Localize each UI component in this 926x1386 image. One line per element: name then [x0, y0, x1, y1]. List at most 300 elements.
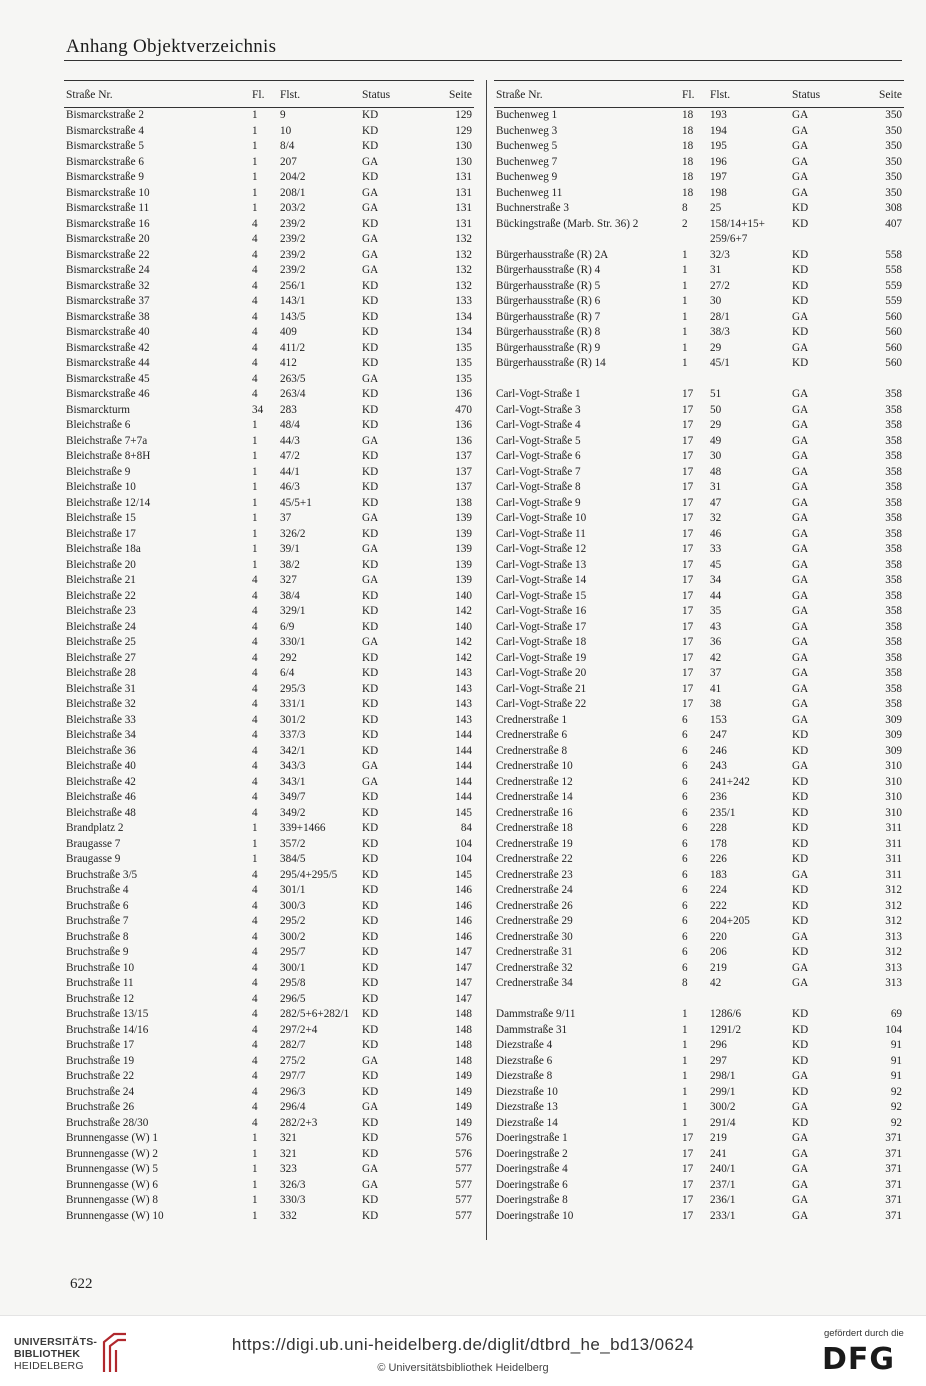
- entry-fl: 4: [252, 775, 258, 788]
- entry-fl: 1: [252, 124, 258, 137]
- table-row: [64, 294, 474, 310]
- table-row: [494, 434, 904, 450]
- entry-seite: 139: [455, 543, 472, 555]
- entry-fl: 17: [682, 651, 694, 664]
- entry-flst: 37: [280, 512, 292, 524]
- entry-flst: 321: [280, 1132, 297, 1144]
- entry-street: Carl-Vogt-Straße 16: [496, 605, 587, 617]
- entry-status: KD: [792, 1039, 809, 1051]
- table-row: [64, 1054, 474, 1070]
- entry-flst: 282/7: [280, 1039, 306, 1051]
- table-row: [64, 837, 474, 853]
- entry-street: Carl-Vogt-Straße 7: [496, 465, 581, 478]
- entry-status: KD: [792, 295, 809, 307]
- entry-street: Bruchstraße 13/15: [66, 1008, 149, 1020]
- entry-status: KD: [792, 326, 809, 338]
- entry-seite: 371: [885, 1194, 902, 1206]
- entry-fl: 1: [682, 279, 688, 292]
- entry-street: Bruchstraße 9: [66, 946, 129, 958]
- entry-flst: 339+1466: [280, 822, 326, 834]
- entry-seite: 311: [885, 868, 902, 881]
- entry-fl: 1: [252, 1209, 258, 1222]
- running-head: Anhang Objektverzeichnis: [66, 36, 277, 57]
- entry-fl: 8: [682, 977, 688, 989]
- entry-status: GA: [792, 961, 809, 974]
- table-row: [494, 310, 904, 326]
- entry-street: Carl-Vogt-Straße 1: [496, 388, 581, 400]
- table-row: [494, 279, 904, 295]
- entry-status: KD: [792, 729, 809, 741]
- entry-status: KD: [792, 217, 809, 230]
- entry-status: KD: [362, 1194, 379, 1206]
- entry-fl: 6: [682, 822, 688, 834]
- entry-status: KD: [362, 388, 379, 400]
- entry-fl: 6: [682, 729, 688, 741]
- entry-seite: 312: [885, 915, 902, 927]
- entry-status: KD: [792, 1008, 809, 1020]
- entry-flst: 35: [710, 605, 722, 617]
- entry-status: GA: [362, 775, 379, 788]
- entry-status: GA: [792, 527, 809, 540]
- entry-street: Dammstraße 9/11: [496, 1008, 576, 1020]
- entry-status: KD: [362, 279, 379, 292]
- entry-flst: 342/1: [280, 744, 306, 757]
- entry-seite: 84: [460, 822, 472, 834]
- table-row: [494, 635, 904, 651]
- entry-flst: 384/5: [280, 853, 306, 865]
- entry-flst: 30: [710, 450, 722, 462]
- entry-seite: 147: [455, 946, 472, 958]
- entry-seite: 350: [885, 124, 902, 137]
- table-row: [64, 558, 474, 574]
- entry-flst: 224: [710, 884, 727, 896]
- entry-status: KD: [792, 806, 809, 819]
- entry-fl: 17: [682, 682, 694, 695]
- entry-seite: 560: [885, 326, 902, 338]
- entry-status: KD: [792, 357, 809, 369]
- entry-flst: 300/2: [280, 930, 306, 943]
- table-row: [64, 511, 474, 527]
- entry-flst: 236: [710, 791, 727, 803]
- entry-flst: 27/2: [710, 279, 730, 292]
- entry-flst: 198: [710, 186, 727, 199]
- entry-street: Carl-Vogt-Straße 11: [496, 527, 586, 540]
- entry-street: Bleichstraße 8+8H: [66, 450, 151, 462]
- table-row: [494, 217, 904, 233]
- entry-fl: 6: [682, 884, 688, 896]
- entry-status: KD: [362, 806, 379, 819]
- entry-seite: 131: [455, 202, 472, 214]
- entry-status: GA: [362, 155, 379, 168]
- entry-street: Carl-Vogt-Straße 19: [496, 651, 587, 664]
- entry-street: Crednerstraße 24: [496, 884, 573, 896]
- entry-status: KD: [362, 419, 379, 431]
- table-row: [494, 821, 904, 837]
- entry-status: GA: [792, 682, 809, 695]
- entry-seite: 358: [885, 388, 902, 400]
- entry-seite: 139: [455, 527, 472, 540]
- entry-fl: 18: [682, 109, 694, 121]
- entry-fl: 4: [252, 357, 258, 369]
- entry-seite: 142: [455, 605, 472, 617]
- table-row: [64, 697, 474, 713]
- entry-seite: 134: [455, 326, 472, 338]
- table-row: [64, 1007, 474, 1023]
- entry-fl: 4: [252, 341, 258, 354]
- entry-flst: 220: [710, 930, 727, 943]
- entry-street: Bürgerhausstraße (R) 7: [496, 310, 601, 323]
- entry-status: GA: [792, 512, 809, 524]
- entry-status: GA: [792, 310, 809, 323]
- entry-flst: 31: [710, 264, 722, 276]
- entry-street: Bleichstraße 33: [66, 713, 136, 726]
- entry-street: Bruchstraße 14/16: [66, 1023, 149, 1036]
- entry-status: KD: [362, 930, 379, 943]
- entry-seite: 147: [455, 992, 472, 1005]
- header-status: Status: [362, 89, 391, 101]
- entry-street: Brunnengasse (W) 5: [66, 1163, 158, 1175]
- entry-street: Crednerstraße 34: [496, 977, 573, 989]
- entry-flst: 296/3: [280, 1085, 306, 1098]
- table-row: [494, 883, 904, 899]
- entry-street: Bleichstraße 12/14: [66, 496, 151, 509]
- entry-status: GA: [792, 558, 809, 571]
- entry-fl: 4: [252, 574, 258, 586]
- entry-seite: 576: [455, 1147, 472, 1160]
- entry-street: Carl-Vogt-Straße 18: [496, 636, 587, 648]
- entry-street: Diezstraße 10: [496, 1085, 558, 1098]
- entry-flst: 29: [710, 419, 722, 431]
- table-row: [494, 914, 904, 930]
- entry-fl: 6: [682, 853, 688, 865]
- entry-flst: 343/1: [280, 775, 306, 788]
- entry-street: Bleichstraße 21: [66, 574, 136, 586]
- entry-fl: 4: [252, 729, 258, 741]
- table-row: [64, 217, 474, 233]
- entry-fl: 4: [252, 217, 258, 230]
- table-row: [64, 403, 474, 419]
- entry-flst: 337/3: [280, 729, 306, 741]
- table-row: [64, 852, 474, 868]
- entry-street: Bürgerhausstraße (R) 6: [496, 295, 601, 307]
- entry-fl: 1: [252, 140, 258, 152]
- entry-seite: 313: [885, 977, 902, 989]
- table-row: [64, 1100, 474, 1116]
- table-row: [64, 1131, 474, 1147]
- entry-status: GA: [362, 264, 379, 276]
- entry-flst: 29: [710, 341, 722, 354]
- entry-fl: 17: [682, 403, 694, 416]
- entry-flst: 275/2: [280, 1054, 306, 1067]
- table-row: [64, 790, 474, 806]
- table-row: [64, 124, 474, 140]
- entry-fl: 1: [252, 465, 258, 478]
- entry-fl: 1: [252, 496, 258, 509]
- entry-street: Buchenweg 1: [496, 109, 558, 121]
- entry-street: Bismarckstraße 9: [66, 171, 144, 183]
- entry-street: Bleichstraße 42: [66, 775, 136, 788]
- entry-seite: 358: [885, 589, 902, 602]
- entry-status: GA: [792, 589, 809, 602]
- entry-fl: 1: [682, 1085, 688, 1098]
- entry-fl: 4: [252, 1101, 258, 1113]
- library-name-line3: HEIDELBERG: [14, 1360, 84, 1372]
- entry-status: GA: [792, 403, 809, 416]
- table-row: [64, 604, 474, 620]
- entry-flst: 239/2: [280, 233, 306, 245]
- entry-flst: 297: [710, 1054, 727, 1067]
- entry-flst: 143/5: [280, 310, 306, 323]
- entry-flst: 50: [710, 403, 722, 416]
- entry-status: GA: [362, 636, 379, 648]
- entry-street: Bruchstraße 7: [66, 915, 129, 927]
- entry-fl: 6: [682, 791, 688, 803]
- table-row: [64, 279, 474, 295]
- entry-status: KD: [362, 403, 379, 416]
- entry-flst: 32/3: [710, 248, 730, 261]
- entry-street: Brunnengasse (W) 10: [66, 1209, 164, 1222]
- entry-street: Doeringstraße 4: [496, 1163, 568, 1175]
- table-row: [64, 387, 474, 403]
- table-row: [64, 914, 474, 930]
- entry-flst: 33: [710, 543, 722, 555]
- entry-seite: 92: [890, 1101, 902, 1113]
- entry-seite: 147: [455, 961, 472, 974]
- entry-street: Bleichstraße 25: [66, 636, 136, 648]
- entry-seite: 358: [885, 651, 902, 664]
- entry-street: Bleichstraße 36: [66, 744, 136, 757]
- entry-status: KD: [362, 589, 379, 602]
- entry-seite: 135: [455, 357, 472, 369]
- table-row: [494, 403, 904, 419]
- entry-fl: 18: [682, 186, 694, 199]
- entry-seite: 560: [885, 310, 902, 323]
- entry-status: KD: [362, 1008, 379, 1020]
- entry-status: GA: [792, 434, 809, 447]
- entry-flst: 208/1: [280, 186, 306, 199]
- entry-seite: 577: [455, 1209, 472, 1222]
- table-row: [494, 418, 904, 434]
- entry-seite: 358: [885, 403, 902, 416]
- entry-status: GA: [792, 1101, 809, 1113]
- entry-status: KD: [792, 853, 809, 865]
- entry-status: KD: [362, 605, 379, 617]
- entry-fl: 17: [682, 481, 694, 493]
- entry-seite: 309: [885, 744, 902, 757]
- entry-flst: 295/2: [280, 915, 306, 927]
- entry-flst: 411/2: [280, 341, 306, 354]
- entry-status: GA: [792, 1070, 809, 1082]
- table-row: [64, 635, 474, 651]
- entry-street: Bruchstraße 26: [66, 1101, 135, 1113]
- entry-fl: 1: [682, 264, 688, 276]
- entry-street: Brunnengasse (W) 1: [66, 1132, 158, 1144]
- entry-street: Bismarckstraße 20: [66, 233, 150, 245]
- entry-seite: 130: [455, 140, 472, 152]
- entry-street: Bismarckstraße 4: [66, 124, 144, 137]
- entry-fl: 6: [682, 744, 688, 757]
- entry-fl: 1: [682, 1070, 688, 1082]
- entry-fl: 17: [682, 543, 694, 555]
- table-row: [64, 1069, 474, 1085]
- entry-flst: 47: [710, 496, 722, 509]
- entry-seite: 145: [455, 868, 472, 881]
- entry-flst: 47/2: [280, 450, 300, 462]
- entry-seite: 136: [455, 434, 472, 447]
- entry-street: Bückingstraße (Marb. Str. 36) 2: [496, 217, 639, 230]
- table-row: [494, 1023, 904, 1039]
- entry-status: GA: [792, 1147, 809, 1160]
- entry-street: Doeringstraße 10: [496, 1209, 574, 1222]
- table-row: [494, 852, 904, 868]
- entry-seite: 358: [885, 574, 902, 586]
- table-row: [494, 372, 904, 388]
- entry-fl: 4: [252, 791, 258, 803]
- entry-flst: 46: [710, 527, 722, 540]
- entry-flst: 239/2: [280, 217, 306, 230]
- entry-seite: 144: [455, 791, 472, 803]
- entry-street: Crednerstraße 12: [496, 775, 573, 788]
- entry-flst: 243: [710, 760, 727, 772]
- entry-flst: 295/7: [280, 946, 306, 958]
- entry-seite: 149: [455, 1070, 472, 1082]
- entry-street: Doeringstraße 6: [496, 1178, 568, 1191]
- entry-seite: 148: [455, 1023, 472, 1036]
- entry-seite: 137: [455, 450, 472, 462]
- entry-seite: 143: [455, 698, 472, 710]
- table-row: [64, 372, 474, 388]
- entry-status: KD: [362, 713, 379, 726]
- dfg-logo[interactable]: DFG: [822, 1342, 896, 1377]
- entry-seite: 144: [455, 775, 472, 788]
- entry-flst: 296: [710, 1039, 727, 1051]
- entry-fl: 17: [682, 465, 694, 478]
- entry-status: KD: [362, 884, 379, 896]
- permalink-url[interactable]: https://digi.ub.uni-heidelberg.de/diglit/dtbrd_he_bd13/0624: [231, 1335, 695, 1354]
- entry-fl: 17: [682, 496, 694, 509]
- entry-flst: 6/9: [280, 620, 295, 633]
- entry-street: Brunnengasse (W) 6: [66, 1178, 158, 1191]
- entry-flst: 299/1: [710, 1085, 736, 1098]
- entry-street: Buchnerstraße 3: [496, 202, 570, 214]
- table-row: [494, 759, 904, 775]
- entry-street: Carl-Vogt-Straße 13: [496, 558, 587, 571]
- entry-street: Bruchstraße 3/5: [66, 868, 138, 881]
- table-row: [494, 527, 904, 543]
- entry-status: KD: [362, 729, 379, 741]
- entry-street: Crednerstraße 23: [496, 868, 573, 881]
- entry-flst: 349/7: [280, 791, 306, 803]
- entry-fl: 1: [682, 1101, 688, 1113]
- entry-status: KD: [792, 1023, 809, 1036]
- table-row: [64, 139, 474, 155]
- table-row: [494, 697, 904, 713]
- entry-status: KD: [362, 1116, 379, 1129]
- entry-seite: 143: [455, 682, 472, 695]
- entry-status: KD: [362, 357, 379, 369]
- table-row: [64, 1193, 474, 1209]
- entry-fl: 1: [252, 450, 258, 462]
- entry-fl: 1: [682, 1116, 688, 1129]
- entry-fl: 6: [682, 713, 688, 726]
- entry-street: Bleichstraße 31: [66, 682, 136, 695]
- table-row: [64, 480, 474, 496]
- entry-street: Crednerstraße 29: [496, 915, 573, 927]
- table-row: [494, 263, 904, 279]
- entry-flst: 357/2: [280, 837, 306, 850]
- entry-fl: 1: [682, 248, 688, 261]
- entry-seite: 358: [885, 419, 902, 431]
- entry-street: Diezstraße 4: [496, 1039, 553, 1051]
- entry-fl: 6: [682, 961, 688, 974]
- entry-seite: 135: [455, 341, 472, 354]
- entry-fl: 17: [682, 605, 694, 617]
- entry-street: Bismarckstraße 24: [66, 264, 150, 276]
- entry-street: Bleichstraße 15: [66, 512, 136, 524]
- entry-fl: 4: [252, 326, 258, 338]
- table-row: [494, 961, 904, 977]
- entry-status: KD: [792, 1085, 809, 1098]
- table-row: [494, 806, 904, 822]
- entry-street: Carl-Vogt-Straße 21: [496, 682, 587, 695]
- entry-street: Crednerstraße 19: [496, 837, 573, 850]
- entry-status: GA: [362, 512, 379, 524]
- entry-street: Bruchstraße 28/30: [66, 1116, 149, 1129]
- entry-status: GA: [362, 1178, 379, 1191]
- entry-status: KD: [362, 140, 379, 152]
- entry-street: Bismarckstraße 16: [66, 217, 150, 230]
- table-row: [494, 1131, 904, 1147]
- entry-status: KD: [362, 977, 379, 989]
- entry-status: GA: [362, 1054, 379, 1067]
- entry-flst: 263/5: [280, 372, 306, 385]
- table-row: [494, 992, 904, 1008]
- entry-flst: 222: [710, 899, 727, 912]
- entry-flst: 48/4: [280, 419, 300, 431]
- table-row: [494, 542, 904, 558]
- table-row: [494, 620, 904, 636]
- table-row: [494, 387, 904, 403]
- entry-seite: 91: [890, 1070, 902, 1082]
- table-row: [64, 263, 474, 279]
- entry-fl: 4: [252, 310, 258, 323]
- entry-seite: 310: [885, 775, 902, 788]
- entry-fl: 17: [682, 574, 694, 586]
- entry-status: GA: [792, 140, 809, 152]
- entry-flst: 297/7: [280, 1070, 306, 1082]
- entry-flst: 45/1: [710, 357, 730, 369]
- entry-flst: 343/3: [280, 760, 306, 772]
- entry-flst: 326/3: [280, 1178, 306, 1191]
- header-fl: Fl.: [682, 89, 695, 101]
- entry-fl: 17: [682, 667, 694, 679]
- table-row: [494, 465, 904, 481]
- table-row: [64, 682, 474, 698]
- header-status: Status: [792, 89, 821, 101]
- table-row: [494, 139, 904, 155]
- table-row: [494, 868, 904, 884]
- entry-status: GA: [792, 667, 809, 679]
- entry-fl: 6: [682, 806, 688, 819]
- entry-seite: 145: [455, 806, 472, 819]
- entry-seite: 149: [455, 1116, 472, 1129]
- entry-seite: 311: [885, 837, 902, 850]
- library-name-line2: BIBLIOTHEK: [14, 1348, 81, 1360]
- entry-flst: 48: [710, 465, 722, 478]
- entry-fl: 4: [252, 899, 258, 912]
- entry-fl: 1: [252, 1163, 258, 1175]
- entry-flst: 283: [280, 403, 297, 416]
